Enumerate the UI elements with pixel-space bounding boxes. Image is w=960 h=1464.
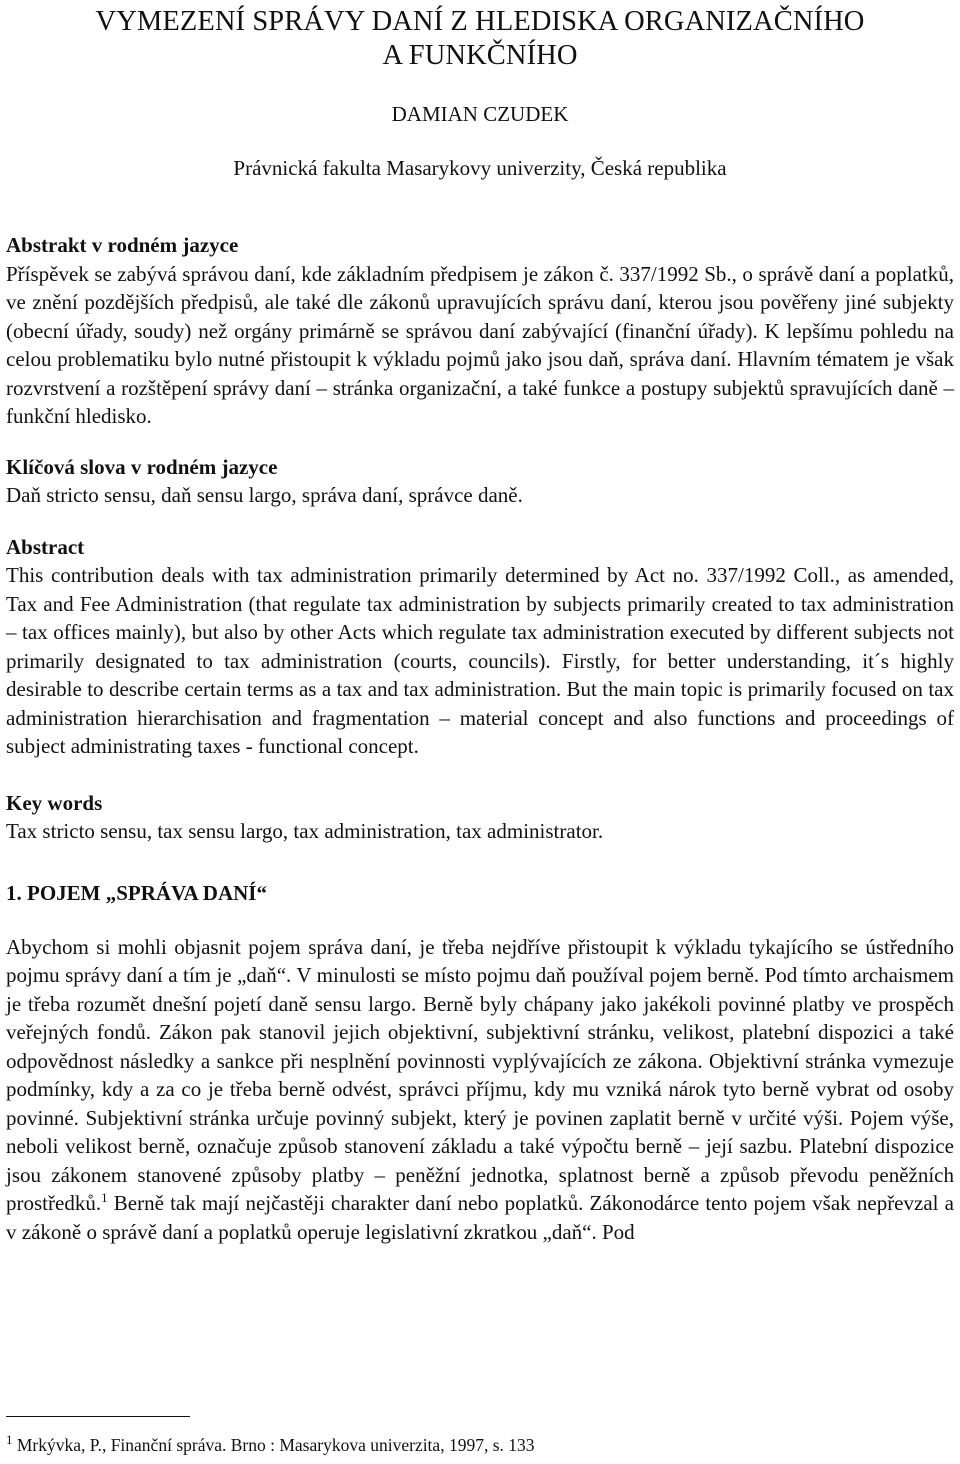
keywords-en-text: Tax stricto sensu, tax sensu largo, tax administration, tax administrator. (6, 819, 604, 843)
footnote-divider (6, 1416, 190, 1417)
paper-title (6, 0, 954, 73)
keywords-cz-heading: Klíčová slova v rodném jazyce (6, 454, 278, 479)
abstract-cz-heading: Abstrakt v rodném jazyce (6, 233, 239, 257)
chapter-1-text-part-2: Berně tak mají nejčastěji charakter daní nebo poplatků. Zákonodárce tento pojem však nepřevzal a v zákoně o správě daní a poplatků operuje legislativní zkratkou „daň“. Pod (6, 1191, 954, 1244)
keywords-cz-section (6, 453, 954, 510)
abstract-en-section (6, 533, 954, 761)
title-line-2: A FUNKČNÍHO (382, 40, 578, 71)
abstract-cz-section (6, 231, 954, 431)
abstract-cz-text: Příspěvek se zabývá správou daní, kde základním předpisem je zákon č. 337/1992 Sb., o správě daní a poplatků, ve znění pozdějších předpisů, ale také dle zákonů upravujících správu daní, kterou jsou pověřeny jiné subjekty (obecní úřady, soudy) než orgány primárně se správou daní zabývající (finanční úřady). K lepšímu pohledu na celou problematiku bylo nutné přistoupit k výkladu pojmů jako jsou daň, správa daní. Hlavním tématem je však rozvrstvení a rozštěpení správy daní – stránka organizační, a také funkce a postupy subjektů spravujících daně – funkční hledisko. (6, 261, 954, 428)
title-line-1: VYMEZENÍ SPRÁVY DANÍ Z HLEDISKA ORGANIZAČNÍHO (95, 6, 865, 37)
keywords-en-heading: Key words (6, 790, 103, 815)
author-name: DAMIAN CZUDEK (391, 102, 569, 126)
chapter-1-text-part-1: Abychom si mohli objasnit pojem správa daní, je třeba nejdříve přistoupit k výkladu tykajícího se ústředního pojmu správy daní a tím je „daň“. V minulosti se místo pojmu daň používal pojem berně. Pod tímto archaismem je třeba rozumět dnešní pojetí daně sensu largo. Berně byly chápany jako jakékoli povinné platby ve prospěch veřejných fondů. Zákon pak stanovil jejich objektivní, subjektivní stránku, velikost, platební dispozici a také odpovědnost následky a sankce při nesplnění povinnosti vyplývajících ze zákona. Objektivní stránka vymezuje podmínky, kdy a za co je třeba berně odvést, správci příjmu, kdy mu vzniká nárok tyto berně vybrat od osoby povinné. Subjektivní stránka určuje povinný subjekt, který je povinen zaplatit berně v určité výši. Pojem výše, neboli velikost berně, označuje způsob stanovení základu a také výpočtu berně – její sazbu. Platební dispozice jsou zákonem stanovené způsoby platby – peněžní jednotka, splatnost berně a způsob převodu peněžních prostředků. (6, 934, 954, 1215)
keywords-cz-text: Daň stricto sensu, daň sensu largo, správa daní, správce daně. (6, 483, 523, 507)
abstract-en-text: This contribution deals with tax administration primarily determined by Act no. 337/1992 Coll., as amended, Tax and Fee Administration (that regulate tax administration by subjects primarily created to tax administration – tax offices mainly), but also by other Acts which regulate tax administration executed by different subjects not primarily designated to tax administration (courts, councils). Firstly, for better understanding, it´s highly desirable to describe certain terms as a tax and tax administration. But the main topic is primarily focused on tax administration hierarchisation and fragmentation – material concept and also functions and proceedings of subject administrating taxes - functional concept. (6, 563, 954, 758)
chapter-1-body (6, 933, 954, 1247)
footnote-number: 1 (6, 1432, 13, 1448)
footnote-text: Mrkývka, P., Finanční správa. Brno : Masarykova univerzita, 1997, s. 133 (12, 1435, 535, 1455)
footnote (6, 1434, 535, 1456)
keywords-en-section (6, 789, 954, 846)
footnote-reference[interactable]: 1 (101, 1190, 108, 1205)
author-affiliation: Právnická fakulta Masarykovy univerzity, Česká republika (233, 156, 727, 180)
abstract-en-heading: Abstract (6, 534, 85, 559)
chapter-1-heading: 1. POJEM „SPRÁVA DANÍ“ (6, 880, 267, 905)
